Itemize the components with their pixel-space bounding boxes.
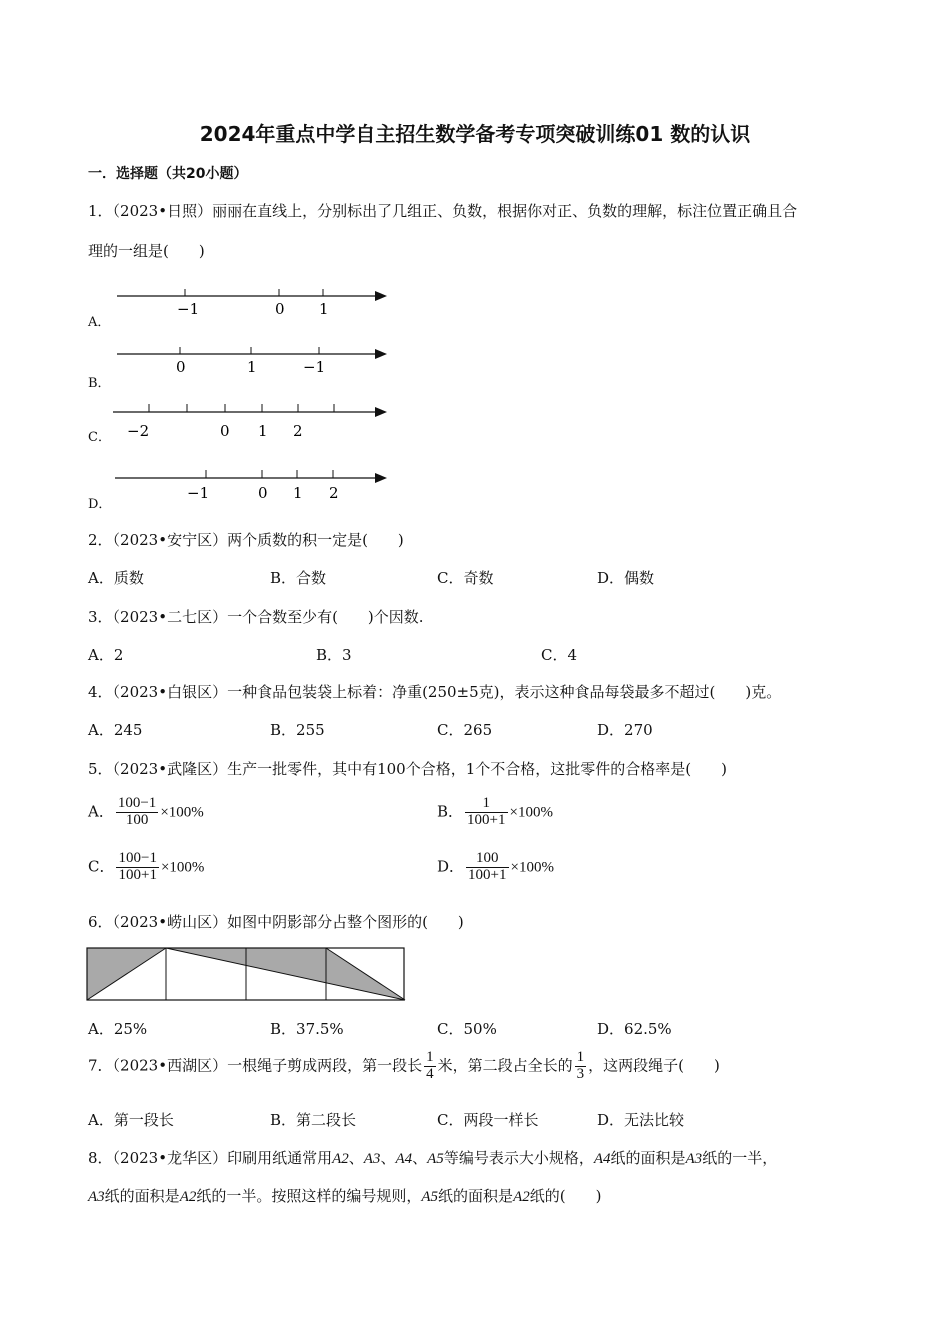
paper-size: A2 <box>513 1189 530 1205</box>
tick-label: 0 <box>176 358 186 376</box>
text-segment: 米，第二段占全长的 <box>437 1056 573 1075</box>
paper-size: A5 <box>421 1189 439 1205</box>
fraction-numerator: 1 <box>465 796 507 813</box>
fraction-denominator: 4 <box>426 1065 434 1082</box>
tick-label: −1 <box>303 358 326 376</box>
question-6-text: 6．（2023•崂山区）如图中阴影部分占整个图形的( ) <box>88 913 464 931</box>
tick-label: 0 <box>275 300 285 318</box>
fraction <box>466 851 508 884</box>
tick-label: 1 <box>319 300 329 318</box>
tick-label: 1 <box>293 484 303 502</box>
axis-arrow <box>375 407 387 417</box>
question-4-option-b[interactable]: B．255 <box>270 721 325 739</box>
fraction-denominator: 100 <box>125 811 149 828</box>
fraction-numerator: 1 <box>576 1049 585 1065</box>
text-segment: 、 <box>380 1149 396 1167</box>
question-1-option-c-label[interactable]: C． <box>88 430 111 445</box>
text-segment: 、 <box>412 1149 428 1167</box>
text-segment: 纸的一半， <box>702 1149 778 1167</box>
question-3-text: 3．（2023•二七区）一个合数至少有( )个因数. <box>88 608 424 626</box>
paper-size: A3 <box>685 1151 703 1167</box>
question-4-option-d[interactable]: D．270 <box>597 721 653 739</box>
paper-size: A2 <box>179 1189 197 1205</box>
fraction-numerator: 100−1 <box>117 795 157 811</box>
question-7-option-b[interactable]: B．第二段长 <box>270 1111 357 1129</box>
question-5-option-b[interactable] <box>437 796 553 829</box>
question-2-option-b[interactable]: B．合数 <box>270 569 327 587</box>
tick-label: −2 <box>127 422 150 440</box>
option-label: C． <box>88 857 115 876</box>
fraction-tail: ×100% <box>160 804 204 821</box>
axis-arrow <box>375 349 387 359</box>
question-1-option-b-label[interactable]: B． <box>88 376 111 391</box>
text-segment: 纸的一半。按照这样的编号规则， <box>196 1187 422 1205</box>
paper-size: A5 <box>427 1151 444 1167</box>
question-2-option-c[interactable]: C．奇数 <box>437 569 494 587</box>
question-2-option-d[interactable]: D．偶数 <box>597 569 655 587</box>
question-3-option-b[interactable]: B．3 <box>316 646 352 664</box>
fraction-numerator: 100 <box>466 851 508 868</box>
fraction <box>465 796 507 829</box>
paper-size: A3 <box>363 1151 381 1167</box>
number-line-c <box>105 398 395 442</box>
number-line-d <box>105 466 395 510</box>
number-line-b <box>105 341 395 383</box>
tick-label: 0 <box>258 484 268 502</box>
question-7-text <box>88 1050 720 1083</box>
paper-size: A2 <box>332 1151 349 1167</box>
tick-label: −1 <box>177 300 200 318</box>
question-5-option-a[interactable] <box>88 796 204 829</box>
section-heading: 一．选择题（共20小题） <box>88 166 248 182</box>
fraction-numerator: 100−1 <box>118 850 157 866</box>
question-4-option-a[interactable]: A．245 <box>88 721 143 739</box>
shaded-rectangle-figure <box>86 946 408 1004</box>
fraction-denominator: 100+1 <box>468 866 507 883</box>
question-6-option-a[interactable]: A．25% <box>88 1020 148 1038</box>
question-8-text-line1 <box>88 1147 777 1168</box>
question-3-option-c[interactable]: C．4 <box>541 646 578 664</box>
fraction-denominator: 100+1 <box>118 866 157 883</box>
option-label: A． <box>88 802 114 821</box>
question-1-text-line2: 理的一组是( ) <box>88 242 205 260</box>
tick-label: 0 <box>220 422 230 440</box>
axis-arrow <box>375 291 387 301</box>
question-4-option-c[interactable]: C．265 <box>437 721 493 739</box>
fraction <box>424 1050 436 1083</box>
question-5-text: 5．（2023•武隆区）生产一批零件，其中有100个合格，1个不合格，这批零件的合格率是( ) <box>88 760 727 778</box>
tick-label: 2 <box>293 422 303 440</box>
paper-size: A3 <box>88 1189 105 1205</box>
question-7-option-c[interactable]: C．两段一样长 <box>437 1111 539 1129</box>
fraction-numerator: 1 <box>426 1049 434 1065</box>
fraction <box>116 796 158 829</box>
question-7-option-d[interactable]: D．无法比较 <box>597 1111 685 1129</box>
fraction <box>116 851 158 884</box>
fraction-tail: ×100% <box>510 859 554 876</box>
paper-size: A4 <box>395 1151 413 1167</box>
text-segment: 、 <box>348 1149 364 1167</box>
question-5-option-d[interactable] <box>437 851 554 884</box>
text-segment: 纸的( ) <box>529 1187 602 1205</box>
fraction-tail: ×100% <box>509 804 553 821</box>
fraction-denominator: 3 <box>576 1065 585 1082</box>
question-7-option-a[interactable]: A．第一段长 <box>88 1111 174 1129</box>
question-5-option-c[interactable] <box>88 851 204 884</box>
number-line-a <box>105 282 395 324</box>
question-1-option-d-label[interactable]: D． <box>88 497 112 512</box>
text-segment: 纸的面积是 <box>438 1187 514 1205</box>
question-1-text-line1: 1．（2023•日照）丽丽在直线上，分别标出了几组正、负数，根据你对正、负数的理解，标注位置正确且合 <box>88 202 798 220</box>
page-title: 2024年重点中学自主招生数学备考专项突破训练01 数的认识 <box>199 122 751 146</box>
tick-label: 1 <box>258 422 268 440</box>
tick-label: 1 <box>247 358 257 376</box>
fraction-denominator: 100+1 <box>467 811 506 828</box>
question-4-text: 4．（2023•白银区）一种食品包装袋上标着：净重(250±5克)，表示这种食品每袋最多不超过( )克。 <box>88 683 782 701</box>
option-label: D． <box>437 857 465 876</box>
tick-label: −1 <box>187 484 210 502</box>
text-segment: 7．（2023•西湖区）一根绳子剪成两段，第一段长 <box>88 1056 423 1075</box>
question-6-option-c[interactable]: C．50% <box>437 1020 497 1038</box>
tick-label: 2 <box>329 484 339 502</box>
question-6-option-b[interactable]: B．37.5% <box>270 1020 344 1038</box>
paper-size: A4 <box>593 1151 611 1167</box>
option-label: B． <box>437 802 464 821</box>
question-1-option-a-label[interactable]: A． <box>88 315 111 330</box>
question-2-text: 2．（2023•安宁区）两个质数的积一定是( ) <box>88 531 404 549</box>
text-segment: 等编号表示大小规格， <box>443 1149 594 1167</box>
fraction-tail: ×100% <box>160 859 205 876</box>
text-segment: ，这两段绳子( ) <box>588 1056 720 1075</box>
fraction <box>575 1050 587 1083</box>
question-3-option-a[interactable]: A．2 <box>88 646 124 664</box>
text-segment: 8．（2023•龙华区）印刷用纸通常用 <box>88 1149 333 1167</box>
axis-arrow <box>375 473 387 483</box>
text-segment: 纸的面积是 <box>610 1149 686 1167</box>
question-6-option-d[interactable]: D．62.5% <box>597 1020 672 1038</box>
question-8-text-line2 <box>88 1185 601 1206</box>
text-segment: 纸的面积是 <box>104 1187 180 1205</box>
question-2-option-a[interactable]: A．质数 <box>88 569 144 587</box>
